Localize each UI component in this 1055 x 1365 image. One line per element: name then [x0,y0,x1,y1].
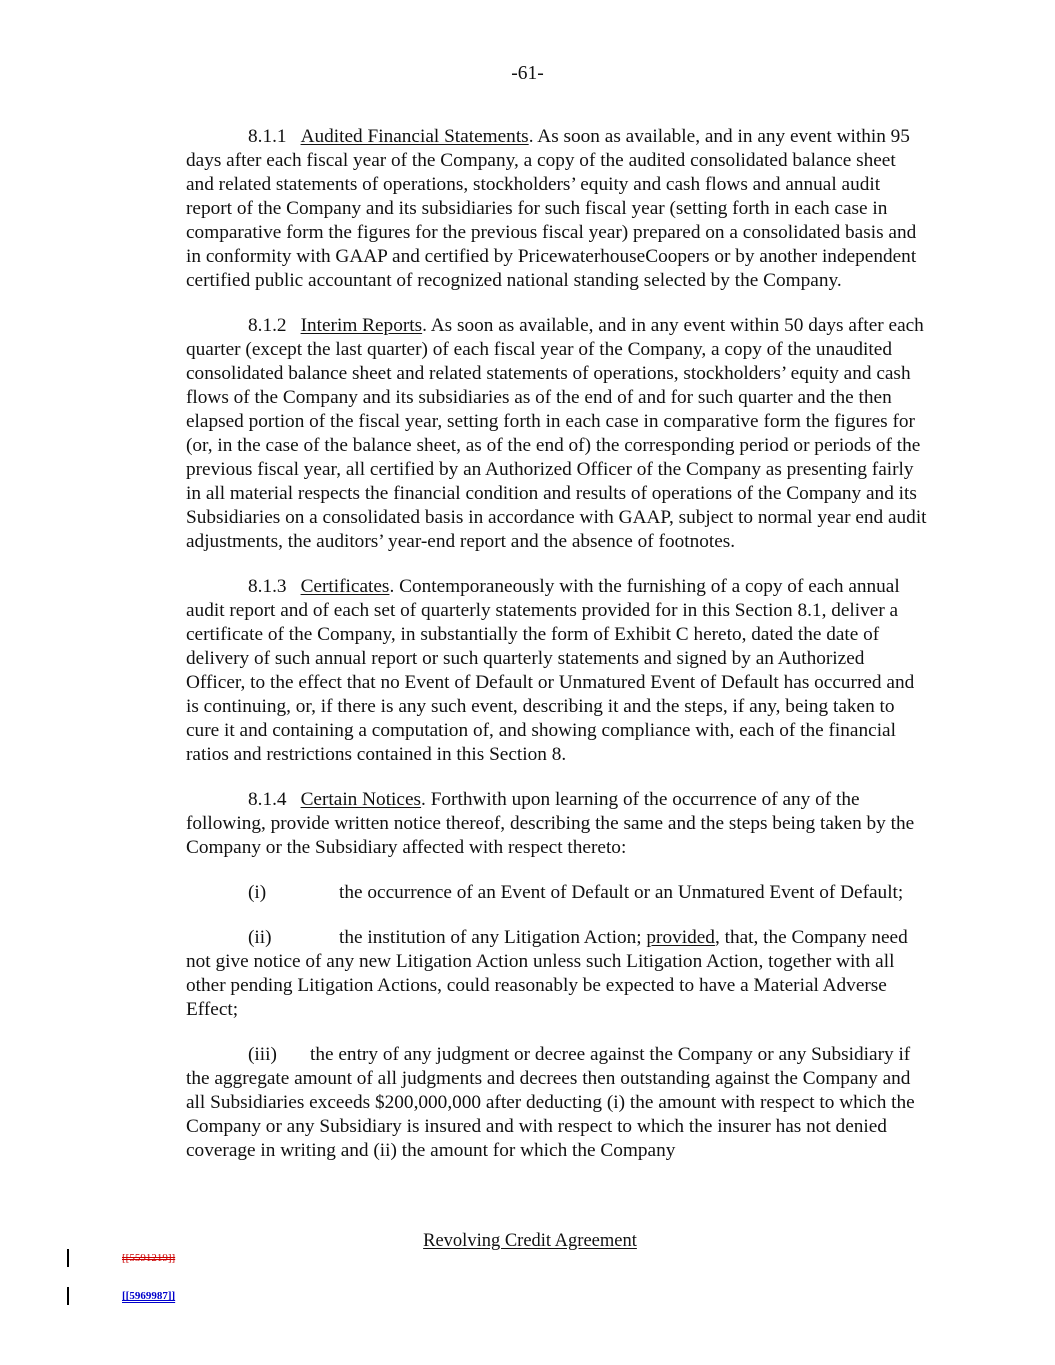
section-text: . As soon as available, and in any event within 50 days after each quarter (except the last quarter) of each fiscal year of the Company, a copy of the unaudited consolidated balance sheet and related statements of operations, stockholders’ equity and cash flows of the Company and its subsidiaries as of the end of and for such quarter and the then elapsed portion of the fiscal year, setting forth in each case in comparative form the figures for (or, in the case of the balance sheet, as of the end of) the corresponding period or periods of the previous fiscal year, all certified by an Authorized Officer of the Company as presenting fairly in all material respects the financial condition and results of operations of the Company and its Subsidiaries on a consolidated basis in accordance with GAAP, subject to normal year end audit adjustments, the auditors’ year-end report and the absence of footnotes. [186,315,927,552]
page-number: -61- [511,63,544,84]
section-number: 8.1.1 [248,126,287,147]
clause-text: the occurrence of an Event of Default or an Unmatured Event of Default; [339,882,904,903]
clause-iii [186,1043,928,1163]
clause-ii [186,926,928,1022]
clause-text-after: , that, the Company need not give notice of any new Litigation Action unless such Litigation Action, together with all other pending Litigation Actions, could reasonably be expected to have a Material Adverse Effect; [186,927,908,1020]
section-number: 8.1.2 [248,315,287,336]
doc-id-deleted: [[5591219]] [122,1252,176,1264]
clause-provided: provided [646,927,715,948]
section-8-1-3 [186,575,928,767]
section-number: 8.1.3 [248,576,287,597]
section-title: Interim Reports [300,315,423,336]
section-title: Certificates [300,576,390,597]
clause-text-before: the institution of any Litigation Action; [339,927,647,948]
section-text: . As soon as available, and in any event within 95 days after each fiscal year of the Company, a copy of the audited consolidated balance sheet and related statements of operations, stockholders’ equity and cash flows and annual audit report of the Company and its subsidiaries for such fiscal year (setting forth in each case in comparative form the figures for the previous fiscal year) prepared on a consolidated basis and in conformity with GAAP and certified by PricewaterhouseCoopers or by another independent certified public accountant of recognized national standing selected by the Company. [186,126,917,291]
doc-id-inserted: [[5969987]] [122,1290,176,1302]
change-bar [67,1287,69,1305]
section-8-1-4 [186,788,928,860]
section-text: . Contemporaneously with the furnishing of a copy of each annual audit report and of each set of quarterly statements provided for in this Section 8.1, deliver a certificate of the Company, in substantially the form of Exhibit C hereto, dated the date of delivery of such annual report or such quarterly statements and signed by an Authorized Officer, to the effect that no Event of Default or Unmatured Event of Default has occurred and is continuing, or, if there is any such event, describing it and the steps, if any, being taken to cure it and containing a computation of, and showing compliance with, each of the financial ratios and restrictions contained in this Section 8. [186,576,915,765]
footer-title: Revolving Credit Agreement [423,1231,637,1251]
section-number: 8.1.4 [248,789,287,810]
clause-label: (iii) [248,1044,277,1065]
clause-i [186,881,928,905]
section-8-1-1 [186,125,928,293]
section-8-1-2 [186,314,928,554]
clause-text: the entry of any judgment or decree against the Company or any Subsidiary if the aggregate amount of all judgments and decrees then outstanding against the Company and all Subsidiaries exceeds $200,000,000 after deducting (i) the amount with respect to which the Company or any Subsidiary is insured and with respect to which the insurer has not denied coverage in writing and (ii) the amount for which the Company [186,1044,915,1161]
section-text: . Forthwith upon learning of the occurrence of any of the following, provide written notice thereof, describing the same and the steps being taken by the Company or the Subsidiary affected with respect thereto: [186,789,915,858]
clause-label: (ii) [248,927,272,948]
document-body [186,125,928,1184]
section-title: Audited Financial Statements [300,126,529,147]
section-title: Certain Notices [300,789,422,810]
change-bar [67,1249,69,1267]
clause-label: (i) [248,882,267,903]
